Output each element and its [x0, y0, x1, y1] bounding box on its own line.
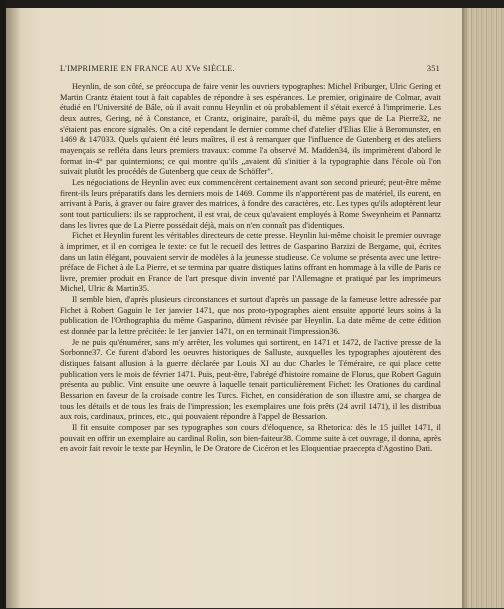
fore-edge-shadow [462, 8, 468, 608]
paragraph: Il fit ensuite composer par ses typographes son cours d'éloquence, sa Rhetorica: dès le 15 juillet 1471, il pouvait en offrir un exemplaire au cardinal Rolin, son bien-faiteur38. Comme suite à cet ouvrage, il donna, après en avoir fait revoir le texte par Heynlin, le De Oratore de Cicéron et les Eloquentiae praecepta d'Agostino Dati. [60, 423, 441, 454]
body-text [60, 82, 441, 602]
paragraph: Je ne puis qu'énumérer, sans m'y arrêter, les volumes qui sortirent, en 1471 et 1472, de l'active presse de la Sorbonne37. Ce furent d'abord les oeuvres historiques de Salluste, auxquelles les typographes ajoutèrent des distiques faisant allusion à la guerre déclarée par Louis XI au duc Charles le Téméraire, ce qui place cette publication vers le mois de février 1471. Puis, peut-être, l'abrégé d'histoire romaine de Florus, que Robert Gaguin présenta au public. Vint ensuite une oeuvre à laquelle tenait particulièrement Fichet: les Orationes du cardinal Bessarion en faveur de la croisade contre les Turcs. Fichet, en considération de son illustre ami, se chargea de tous les détails et de tous les frais de l'impression; les exemplaires une fois prêts (24 avril 1471), il les distribua aux rois, cardinaux, princes, etc., qui pouvaient répondre à l'appel de Bessarion. [60, 337, 441, 422]
scan-background-left [0, 0, 6, 609]
paragraph: Les négociations de Heynlin avec eux commencèrent certainement avant son second prieuré; peut-être même firent-ils leurs préparatifs dans les derniers mois de 1469. Comme ils n'apportèrent pas de matériel, ils eurent, en arrivant à Paris, à graver ou faire graver des matrices, à fondre des caractères, etc. Les types qu'ils adoptèrent leur sont tout particuliers: ils se rapprochent, il est vrai, de ceux qu'avaient employés à Rome Sweynheim et Pannartz dans les livres que de La Pierre possédait déjà, mais on n'en connaît pas d'identiques. [60, 177, 441, 230]
page-fore-edge [462, 8, 504, 608]
page-number: 351 [426, 64, 440, 73]
paragraph: Fichet et Heynlin furent les véritables directeurs de cette presse. Heynlin lui-même choisit le premier ouvrage à imprimer, et il en corrigea le texte: ce fut le recueil des lettres de Gasparino Barzizi de Bergame, qui, écrites dans un latin élégant, pouvaient servir de modèles à la jeunesse studieuse. Ce volume se présenta avec une lettre-préface de Fichet à de La Pierre, et se termina par quatre distiques latins offrant en hommage à la ville de Paris ce livre, premier produit en France de l'art presque divin inventé par l'Allemagne et pratiqué par les imprimeurs Michel, Ulric & Martin35. [60, 231, 441, 294]
running-head [60, 64, 440, 78]
scan-background-top [0, 0, 504, 8]
paragraph: Heynlin, de son côté, se préoccupa de faire venir les ouvriers typographes: Michel Friburger, Ulric Gering et Martin Crantz étaient tout à fait capables de répondre à ses espérances. Le premier, originaire de Colmar, avait étudié en l'Université de Bâle, où il avait connu Heynlin et où probablement il s'était exercé à l'imprimerie. Les deux autres, Gering, né à Constance, et Crantz, originaire, paraît-il, du même pays que de La Pierre32, ne s'étaient pas encore signalés. On a cité cependant le dernier comme chef d'atelier d'Elias Elie à Beromunster, en 1469 & 147033. Quels qu'aient été leurs maîtres, il est à remarquer que l'influence de Gutenberg et des ateliers mayençais se refléta dans leurs premiers travaux: comme l'a observé M. Madden34, ils imprimèrent d'abord le format in-4° par quinternions; ce qui montre qu'ils „avaient dû s'initier à la typographie dans l'école où l'on suivait plutôt les procédés de Gutenberg que ceux de Schöffer". [60, 82, 441, 177]
running-head-title: L'IMPRIMERIE EN FRANCE AU XVe SIÈCLE. [60, 64, 235, 73]
page-gutter [6, 8, 20, 608]
paragraph: Il semble bien, d'après plusieurs circonstances et surtout d'après un passage de la fameuse lettre adressée par Fichet à Robert Gaguin le 1er janvier 1471, que nos proto-typographes aient ensuite apporté leurs soins à la publication de l'Orthographia du même Gasparino, dûment révisée par Heynlin. La date même de cette édition est donnée par la lettre précitée: le 1er janvier 1471, on en terminait l'impression36. [60, 295, 441, 337]
